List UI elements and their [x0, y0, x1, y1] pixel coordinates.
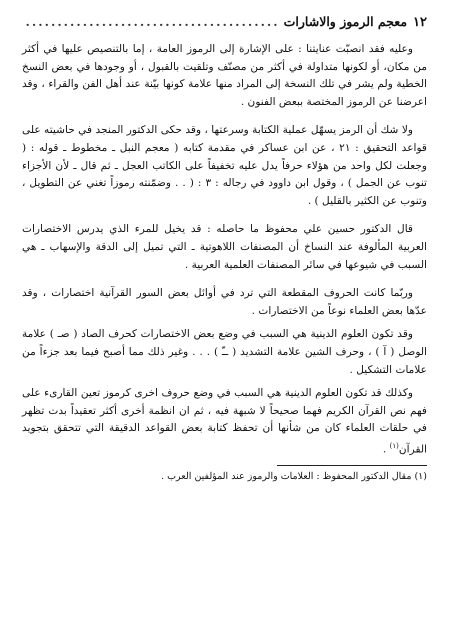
page-header: [22, 14, 427, 31]
paragraph-6-end: .: [382, 443, 390, 456]
footnote-divider: [277, 465, 427, 466]
paragraph-1: وعليه فقد انصبّت عنايتنا : على الإشارة إلى الرموز العامة ، إما بالتنصيص عليها في أكثر من مكان، أو لكونها متداولة في أكثر من مصنّف وتلقيت بالقبول ، أو وجودها في بعض النسخ الخطية ولم يشر في تلك النسخة إلى المراد منها علامة كونها بيّنة عند أهل الفن والقراء ، وقد اعرضنا عن الرموز المختصة ببعض الفنون .: [22, 43, 427, 108]
paragraph-4: وربّما كانت الحروف المقطعة التي ترد في أوائل بعض السور القرآنية اختصارات ، وقد عدّها بعض العلماء نوعاً من الاختصارات .: [22, 287, 427, 317]
page-body: [22, 41, 427, 459]
paragraph-5: وقد تكون العلوم الدينية هي السبب في وضع بعض الاختصارات كحرف الصاد ( صـ ) علامة الوصل ( آ ) ، وحرف الشين علامة التشديد ( ــّ ) . . . وغير ذلك مما أصبح فيما بعد جزءاً من علامات التشكيل .: [22, 328, 427, 376]
paragraph-6-text: وكذلك قد تكون العلوم الدينية هي السبب في وضع حروف اخرى كرموز تعين القارىء على فهم نص القرآن الكريم فهما صحيحاً لا شبهة فيه ، ثم ان انظمة أخرى أكثر تعقيداً بدت تظهر في حلقات العلماء كان من شأنها أن تحفظ كتابة بعض القواعد الدقيقة التي تتحقق بتجويد القرآن: [22, 387, 427, 456]
running-title: معجم الرموز والاشارات: [283, 14, 408, 29]
footnote: (١) مقال الدكتور المحفوظ : العلامات والرموز عند المؤلفين العرب .: [161, 471, 427, 482]
page-number: ١٢: [413, 15, 427, 30]
paragraph-2: ولا شك أن الرمز يسهّل عملية الكتابة وسرعتها ، وقد حكى الدكتور المنجد في حاشيته على قواعد التحقيق : ٢١ ، عن ابن عساكر في مقدمة كتابه ( معجم النبل ـ مخطوط ـ قوله : ( وجعلت لكل واحد من هؤلاء حرفاً يدل عليه تخفيفاً على الكاتب العجل ـ ثم قال ـ لأن الأجزاء تنوب عن الجمل ) ، وقول ابن داوود في رجاله : ٣ : ( . . وضمّنته رموزاً تغني عن التطويل ، وتنوب عن الكثير بالقليل ) .: [22, 124, 428, 207]
paragraph-6: [22, 385, 427, 459]
footnote-marker: (١): [389, 441, 399, 450]
paragraph-3: قال الدكتور حسين علي محفوظ ما حاصله : قد يخيل للمرء الذي يدرس الاختصارات العربية المألوفة عند النساخ أن المصنفات اللاهوتية ـ التي تميل إلى الدقة والإسهاب ـ هي السبب في شيوعها في سائر المصنفات العلمية العربية .: [22, 223, 427, 271]
header-leader-dots: [26, 14, 280, 30]
